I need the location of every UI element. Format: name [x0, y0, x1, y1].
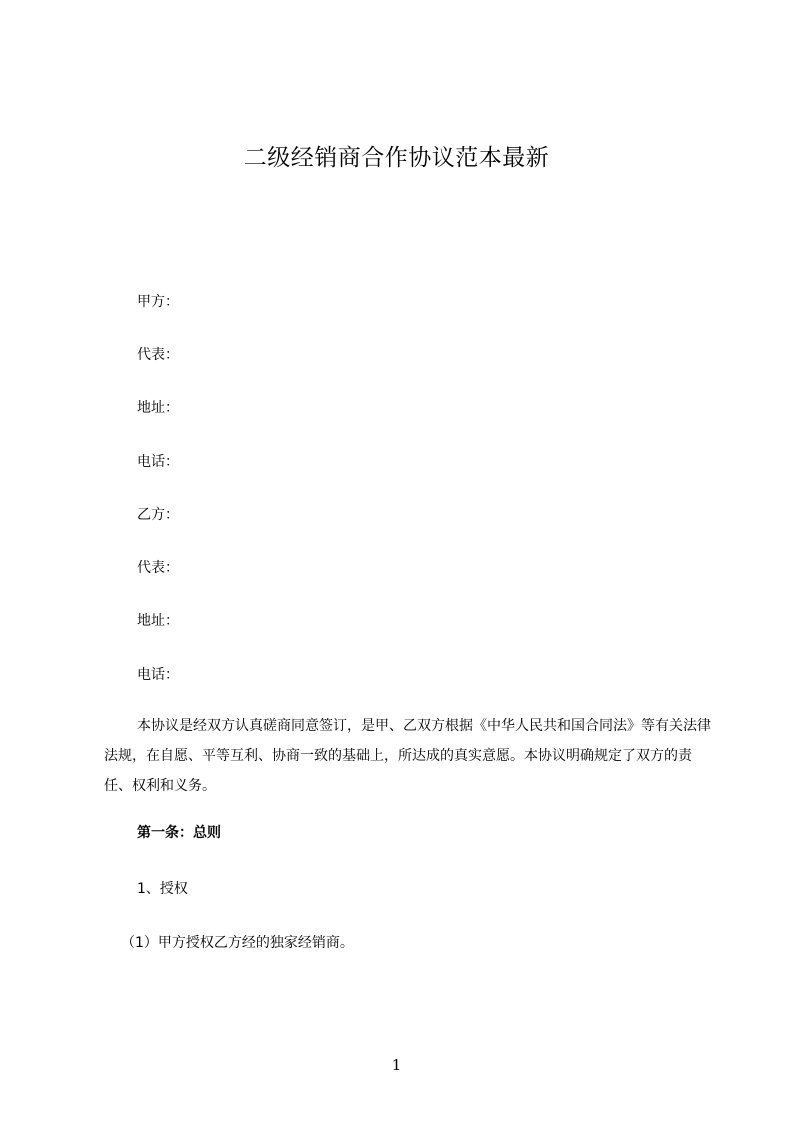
- party-b-phone: 电话：: [137, 667, 179, 683]
- party-b-address: 地址：: [137, 613, 179, 629]
- party-a-phone: 电话：: [137, 454, 179, 470]
- document-title: 二级经销商合作协议范本最新: [243, 145, 550, 171]
- section-1-heading: 1、授权: [137, 881, 188, 897]
- intro-paragraph: [104, 711, 719, 801]
- party-b-label: 乙方：: [137, 507, 179, 523]
- party-a-address: 地址：: [137, 400, 179, 416]
- article-1-heading: 第一条：总则: [137, 825, 221, 841]
- party-b-representative: 代表：: [137, 560, 179, 576]
- intro-paragraph-text: 本协议是经双方认真磋商同意签订，是甲、乙双方根据《中华人民共和国合同法》等有关法律法规，在自愿、平等互利、协商一致的基础上，所达成的真实意愿。本协议明确规定了双方的责任、权利和义务。: [104, 718, 711, 794]
- clause-1: （1）甲方授权乙方经的独家经销商。: [121, 935, 354, 951]
- party-a-label: 甲方：: [137, 294, 179, 310]
- party-a-representative: 代表：: [137, 347, 179, 363]
- page-number: 1: [391, 1056, 402, 1074]
